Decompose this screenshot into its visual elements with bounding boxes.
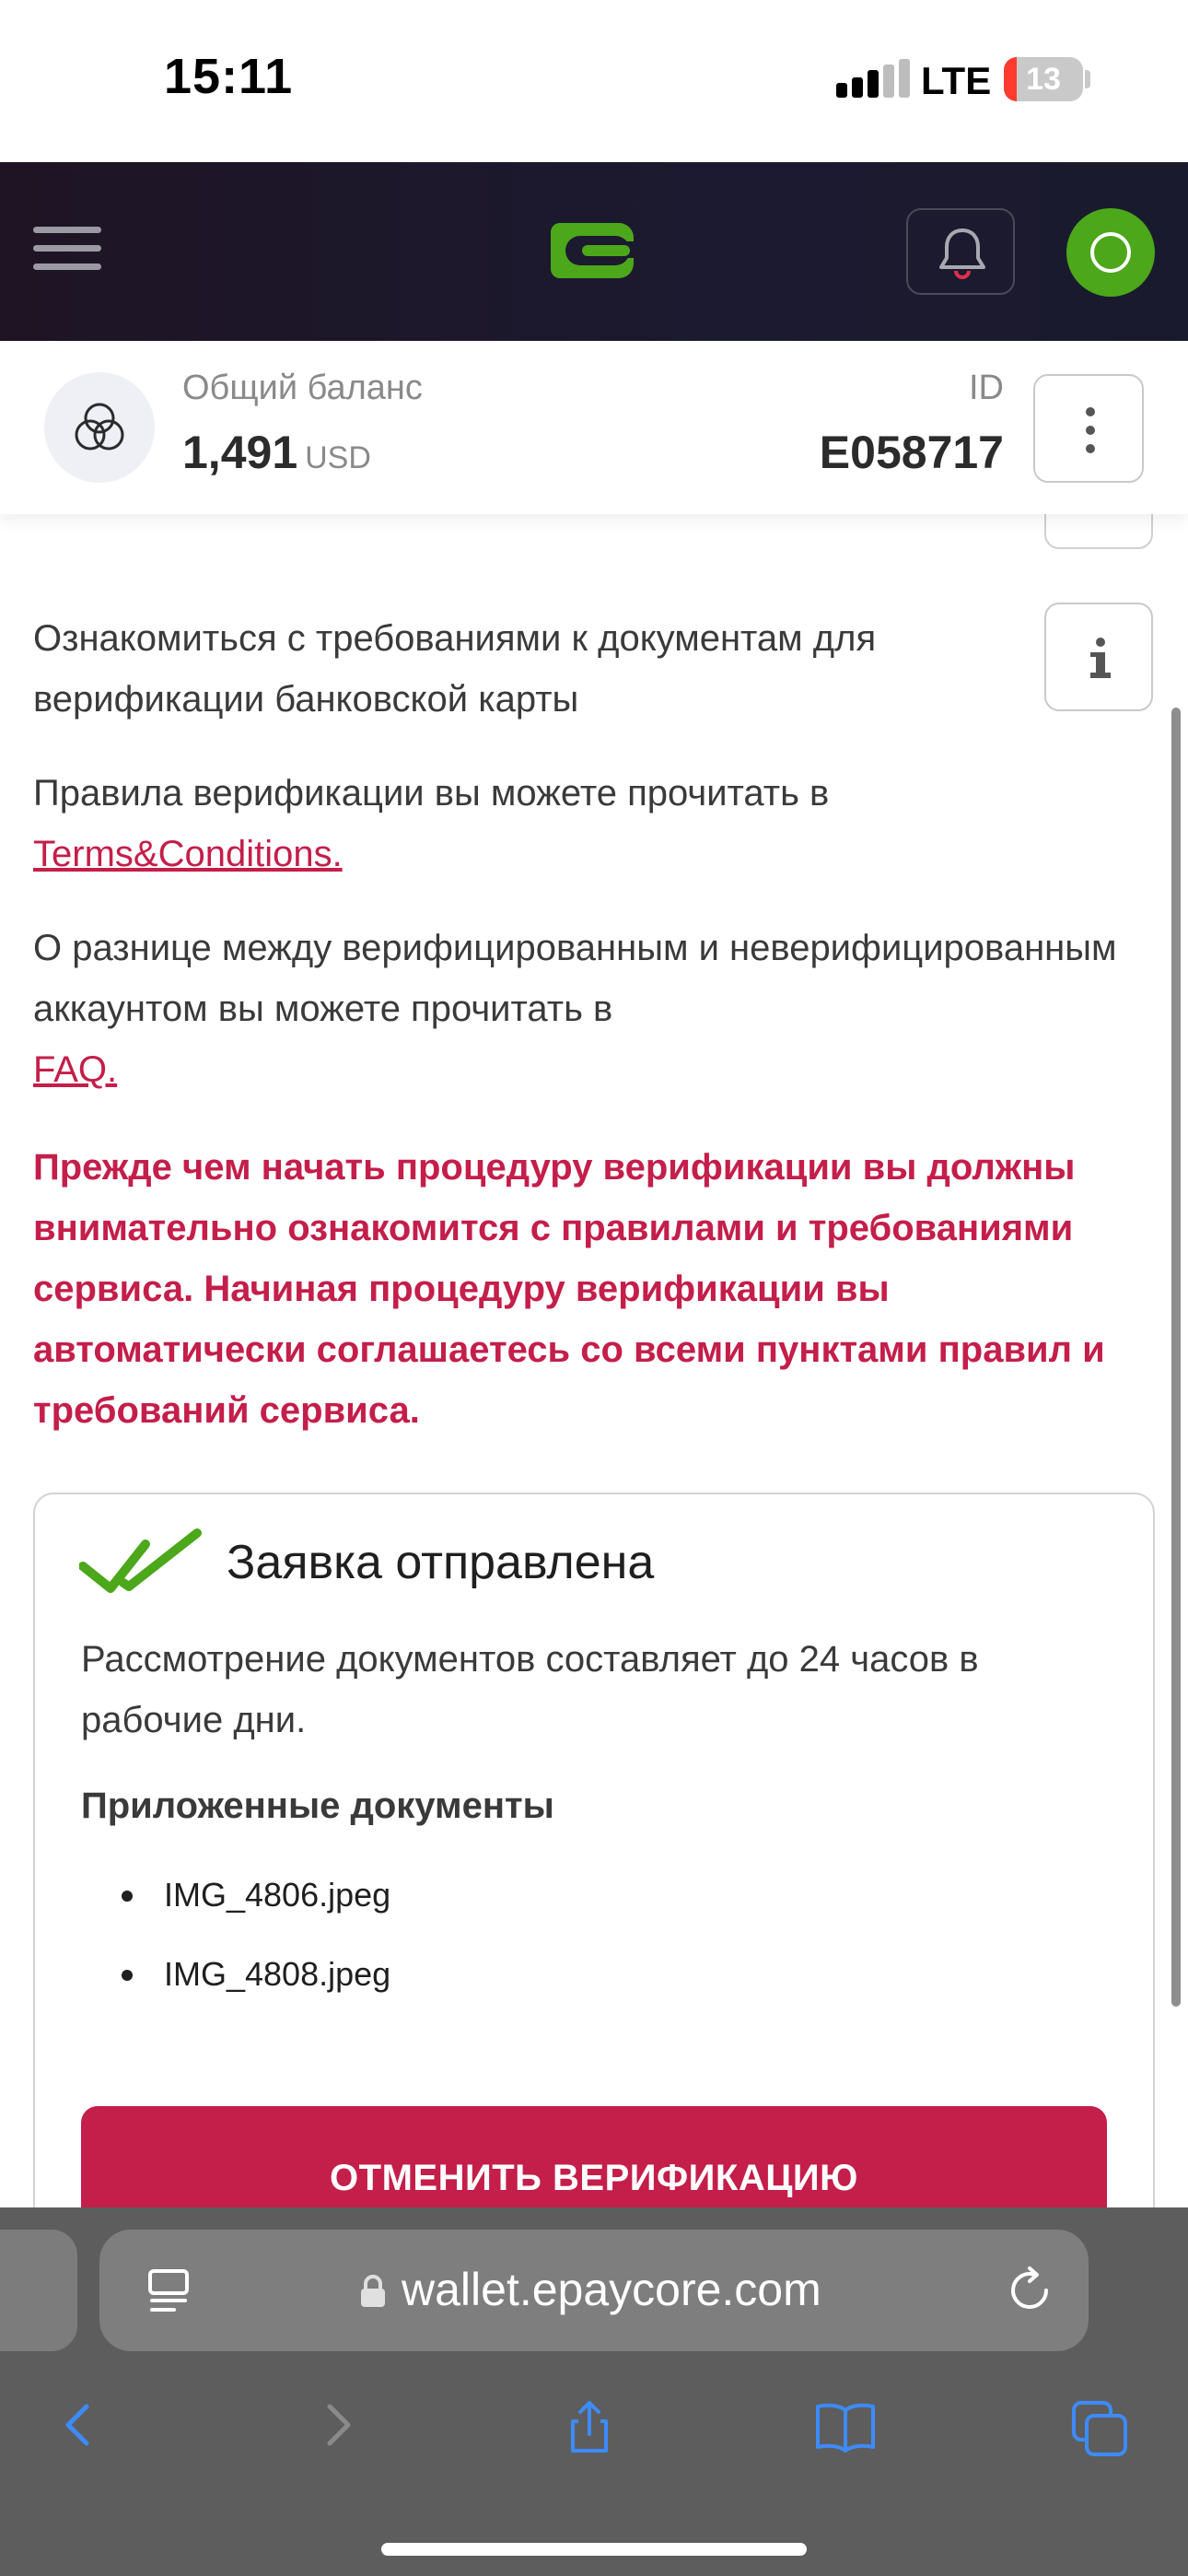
rules-paragraph	[33, 763, 1138, 884]
forward-icon	[311, 2399, 363, 2451]
cancel-verification-button[interactable]: ОТМЕНИТЬ ВЕРИФИКАЦИЮ	[81, 2106, 1107, 2209]
bell-icon	[938, 227, 987, 280]
partial-button[interactable]	[1044, 514, 1153, 549]
card-description: Рассмотрение документов составляет до 24 часов в рабочие дни.	[81, 1639, 979, 1740]
back-button[interactable]	[33, 2379, 125, 2471]
signal-icon	[836, 59, 912, 98]
document-list	[81, 1856, 390, 2014]
balance-bar	[0, 341, 1188, 514]
share-icon	[562, 2399, 617, 2454]
kebab-dot	[1086, 444, 1095, 453]
attached-docs-label: Приложенные документы	[81, 1786, 554, 1826]
app-header	[0, 162, 1188, 341]
faq-paragraph	[33, 918, 1138, 1100]
account-id: E058717	[819, 427, 1004, 478]
back-icon	[53, 2399, 105, 2451]
tabs-icon	[1070, 2399, 1129, 2458]
balance-currency: USD	[305, 440, 371, 475]
reload-icon[interactable]	[1006, 2266, 1054, 2314]
info-button[interactable]	[1044, 603, 1153, 711]
reader-icon[interactable]	[147, 2268, 192, 2316]
tabs-button[interactable]	[1050, 2379, 1142, 2471]
browser-toolbar	[0, 2379, 1188, 2471]
url-text: wallet.epaycore.com	[402, 2264, 821, 2315]
id-label: ID	[969, 369, 1004, 407]
lock-icon	[359, 2274, 387, 2309]
home-indicator[interactable]	[381, 2543, 807, 2556]
battery-level: 13	[1026, 62, 1061, 97]
rules-text: Правила верификации вы можете прочитать в	[33, 773, 830, 814]
warning-text: Прежде чем начать процедуру верификации вы должны внимательно ознакомится с правилами и требованиями сервиса. Начиная процедуру верификации вы автоматически соглашаетесь со всеми пунктами правил и требований сервиса.	[33, 1147, 1105, 1431]
forward-button[interactable]	[291, 2379, 383, 2471]
circles-logo-icon	[44, 372, 155, 483]
browser-bar	[0, 2207, 1188, 2576]
balance-value: 1,491	[182, 427, 298, 478]
battery-icon	[1004, 57, 1083, 101]
epaycore-logo-icon[interactable]	[547, 217, 639, 284]
double-check-icon	[79, 1526, 203, 1604]
requirements-text: Ознакомиться с требованиями к документам для верификации банковской карты	[33, 618, 877, 720]
kebab-dot	[1086, 407, 1095, 416]
main-content	[0, 514, 1188, 2209]
card-title: Заявка отправлена	[227, 1536, 655, 1589]
list-item: IMG_4808.jpeg	[81, 1935, 390, 2014]
wallet-icon	[1090, 232, 1131, 273]
verification-status-card	[33, 1493, 1155, 2209]
scrollbar[interactable]	[1171, 708, 1181, 2007]
battery-tip	[1085, 70, 1090, 88]
address-bar[interactable]	[99, 2230, 1089, 2351]
network-type: LTE	[921, 59, 992, 102]
faq-link[interactable]: FAQ.	[33, 1049, 118, 1090]
bookmarks-icon	[814, 2399, 877, 2454]
bookmarks-button[interactable]	[794, 2379, 886, 2471]
balance-amount	[182, 426, 371, 479]
notifications-button[interactable]	[906, 208, 1015, 295]
status-bar	[0, 0, 1188, 162]
kebab-dot	[1086, 426, 1095, 435]
hamburger-menu-icon[interactable]	[33, 223, 101, 275]
previous-tab[interactable]	[0, 2230, 77, 2351]
status-time: 15:11	[164, 49, 294, 104]
list-item: IMG_4806.jpeg	[81, 1856, 390, 1935]
share-button[interactable]	[542, 2379, 634, 2471]
info-icon	[1087, 638, 1114, 680]
more-options-button[interactable]	[1033, 374, 1144, 483]
terms-link[interactable]: Terms&Conditions.	[33, 834, 343, 874]
balance-label: Общий баланс	[182, 369, 423, 407]
faq-text: О разнице между верифицированным и неверифицированным аккаунтом вы можете прочитать в	[33, 928, 1117, 1029]
profile-avatar[interactable]	[1066, 208, 1155, 297]
